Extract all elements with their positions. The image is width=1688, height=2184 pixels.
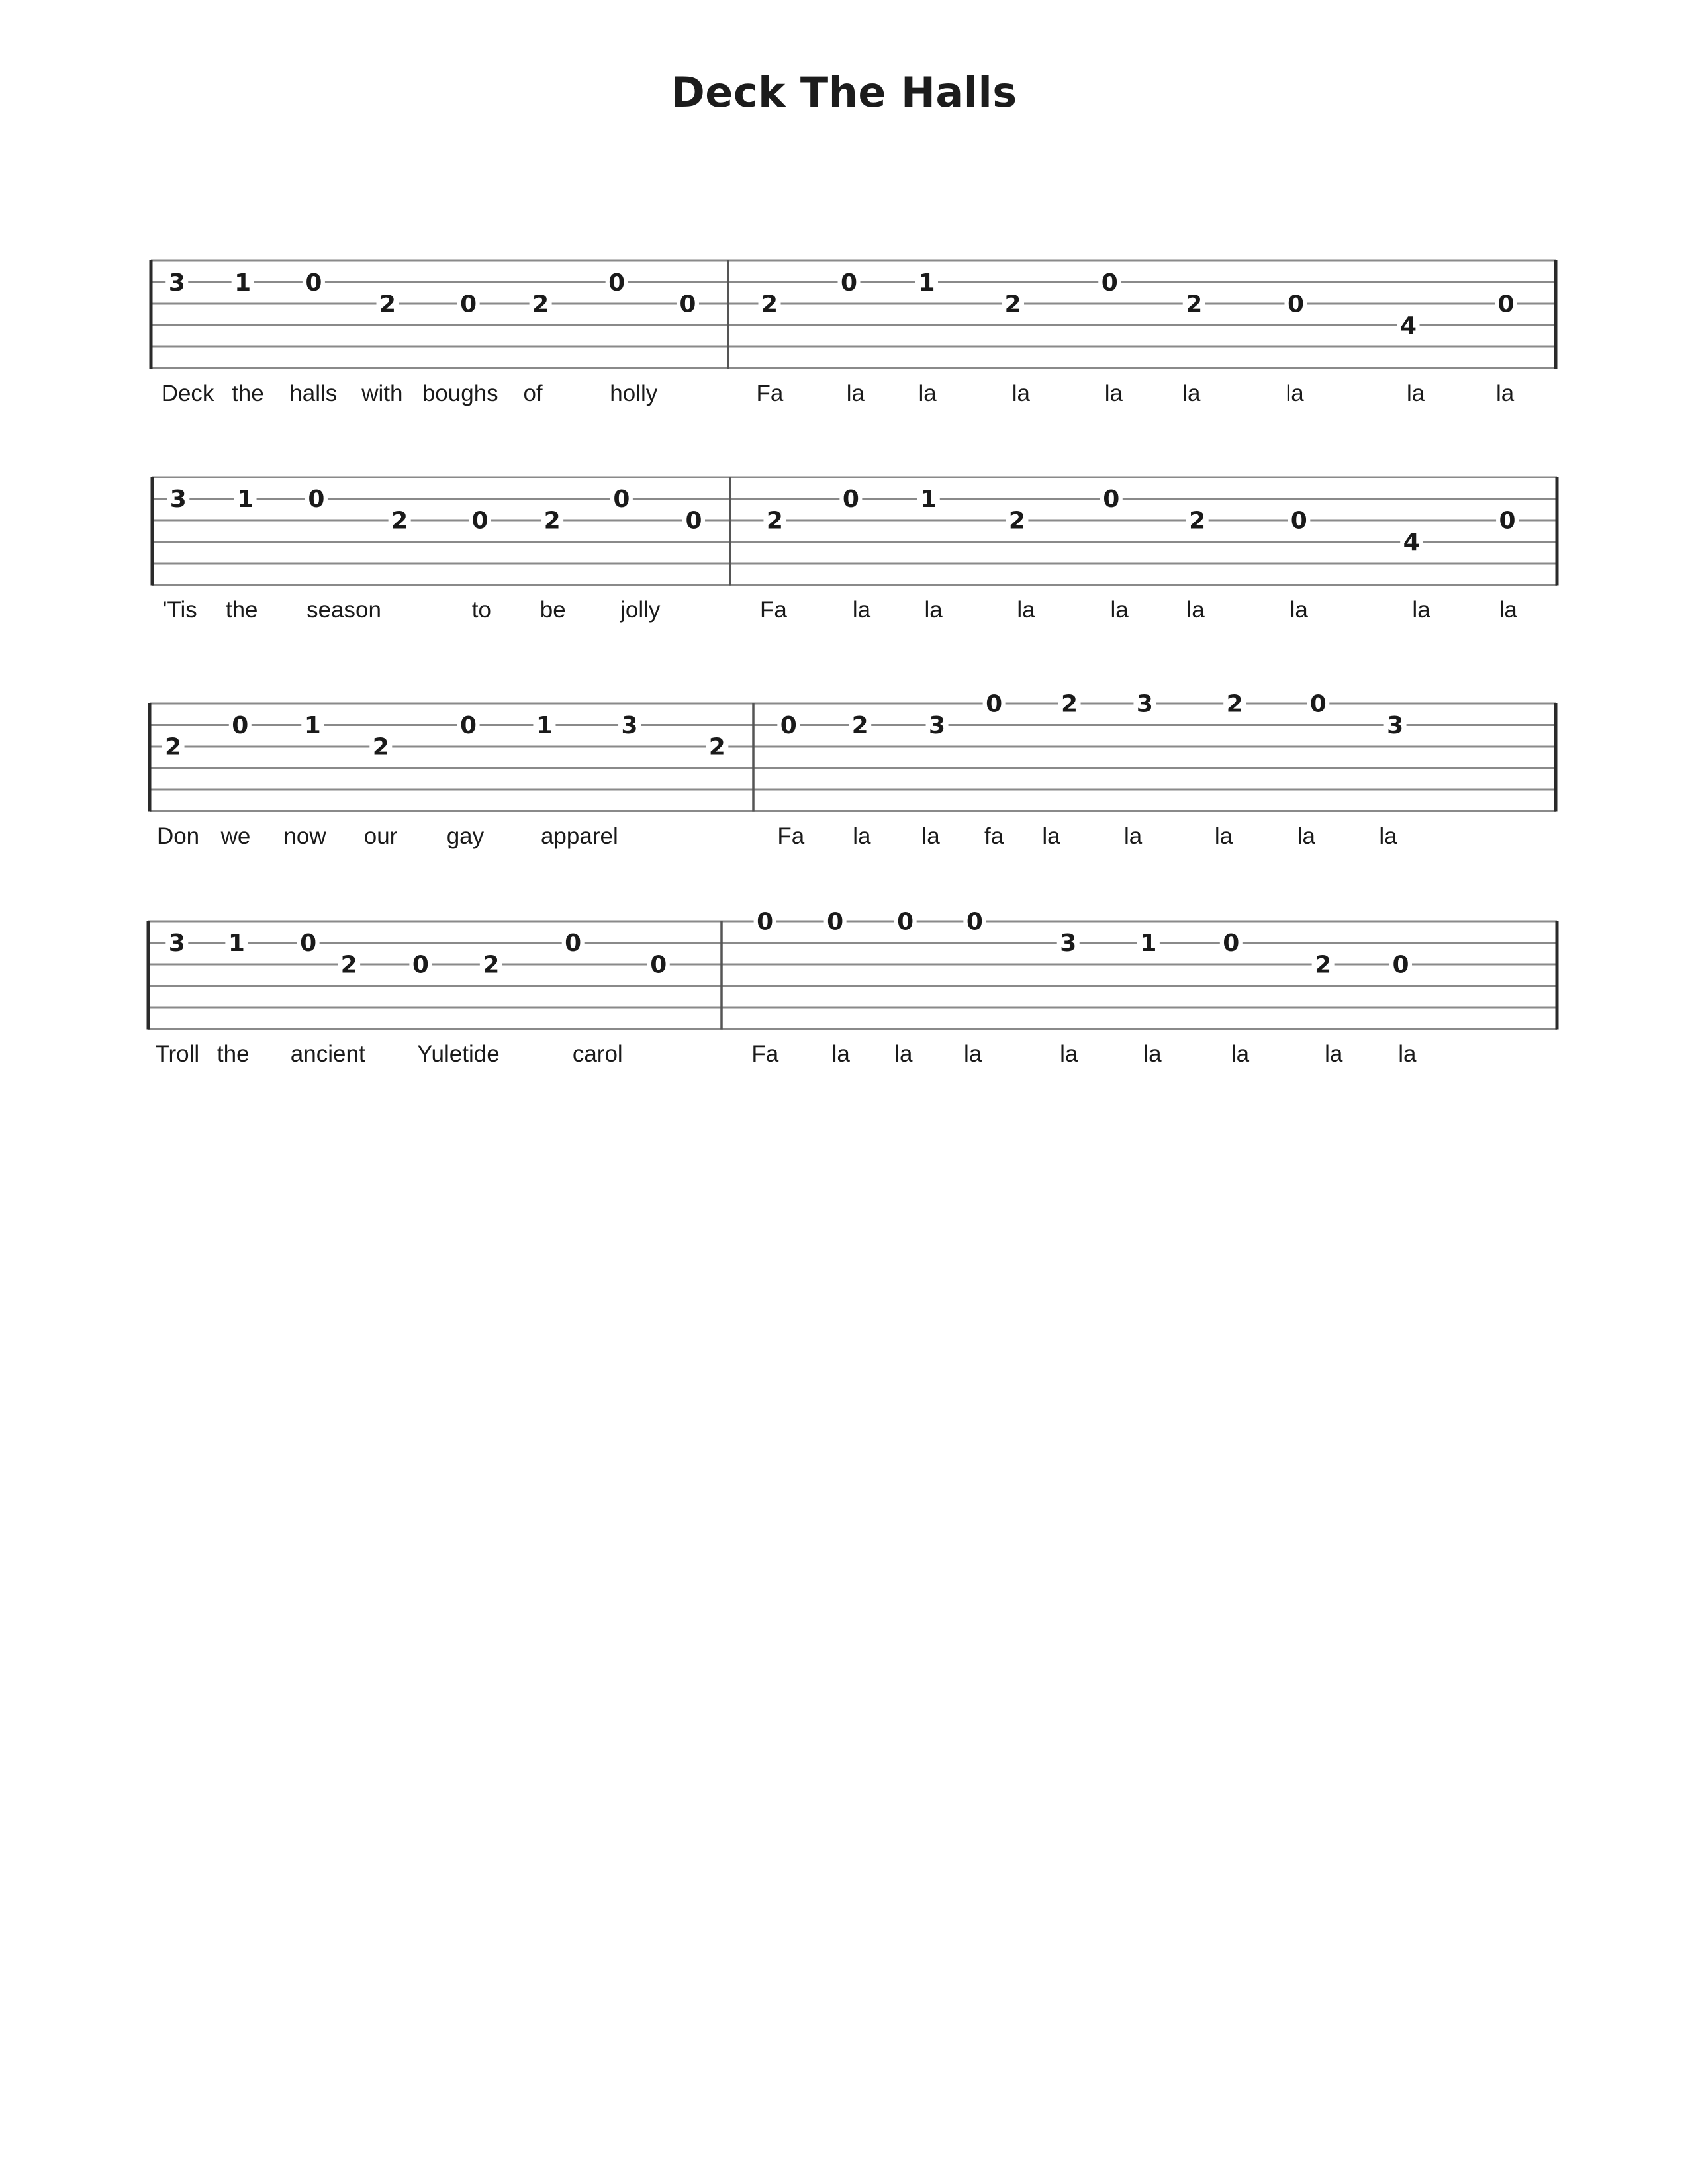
fret-number: 0 <box>412 951 429 979</box>
fret-number: 0 <box>780 712 797 739</box>
fret-number: 0 <box>1497 291 1515 318</box>
lyric-word: Troll <box>155 1041 200 1067</box>
fret-number: 4 <box>1399 312 1417 340</box>
fret-number: 2 <box>1315 951 1332 979</box>
lyric-word: holly <box>610 381 658 406</box>
lyric-word: la <box>1496 381 1515 406</box>
lyric-word: la <box>1011 381 1030 406</box>
lyric-word: of <box>523 381 543 406</box>
fret-number: 0 <box>232 712 249 739</box>
lyric-word: la <box>1499 597 1517 623</box>
fret-number: 3 <box>621 712 638 739</box>
lyric-word: la <box>924 597 943 623</box>
fret-number: 0 <box>842 486 859 513</box>
lyric-word: season <box>306 597 381 623</box>
lyric-word: halls <box>289 381 338 406</box>
lyric-word: la <box>1398 1041 1417 1067</box>
fret-number: 0 <box>1101 269 1118 296</box>
lyric-word: gay <box>446 823 485 849</box>
lyric-word: we <box>220 823 251 849</box>
lyric-word: la <box>1123 823 1143 849</box>
lyric-word: to <box>471 597 491 623</box>
lyric-word: la <box>1182 381 1201 406</box>
fret-number: 2 <box>766 507 783 535</box>
lyric-word: Don <box>156 823 200 849</box>
tab-system <box>152 477 1557 623</box>
fret-number: 2 <box>391 507 408 535</box>
fret-number: 2 <box>543 507 561 535</box>
lyric-word: ancient <box>290 1041 365 1067</box>
fret-number: 2 <box>379 291 397 318</box>
lyric-word: la <box>1231 1041 1250 1067</box>
fret-number: 0 <box>608 269 626 296</box>
fret-number: 1 <box>228 930 245 957</box>
lyric-word: our <box>363 823 398 849</box>
fret-number: 0 <box>685 507 702 535</box>
lyric-word: la <box>846 381 865 406</box>
fret-number: 3 <box>168 269 185 296</box>
fret-number: 0 <box>757 908 774 936</box>
fret-number: 2 <box>1008 507 1025 535</box>
lyric-word: be <box>539 597 566 623</box>
fret-number: 2 <box>340 951 357 979</box>
lyric-word: jolly <box>620 597 661 623</box>
fret-number: 2 <box>761 291 778 318</box>
lyric-word: la <box>894 1041 913 1067</box>
fret-number: 3 <box>1060 930 1077 957</box>
fret-number: 1 <box>918 269 935 296</box>
fret-number: 0 <box>679 291 696 318</box>
fret-number: 0 <box>300 930 317 957</box>
fret-number: 1 <box>234 269 252 296</box>
lyric-word: la <box>1325 1041 1343 1067</box>
fret-number: 2 <box>708 733 726 761</box>
lyric-word: la <box>1214 823 1233 849</box>
lyric-word: Fa <box>756 381 784 406</box>
fret-number: 2 <box>483 951 500 979</box>
fret-number: 3 <box>1387 712 1404 739</box>
fret-number: 0 <box>305 269 322 296</box>
fret-number: 4 <box>1403 529 1420 556</box>
lyric-word: with <box>361 381 403 406</box>
lyric-word: la <box>1042 823 1060 849</box>
lyric-word: la <box>918 381 937 406</box>
fret-number: 1 <box>920 486 937 513</box>
fret-number: 1 <box>1140 930 1157 957</box>
fret-number: 0 <box>1103 486 1120 513</box>
lyric-word: Fa <box>777 823 805 849</box>
lyric-word: la <box>1104 381 1123 406</box>
lyric-word: la <box>853 823 871 849</box>
lyric-word: carol <box>572 1041 623 1067</box>
tab-system <box>150 691 1556 850</box>
fret-number: 3 <box>168 930 185 957</box>
lyric-word: la <box>1017 597 1035 623</box>
fret-number: 0 <box>1392 951 1409 979</box>
lyric-word: Fa <box>751 1041 779 1067</box>
tab-system <box>148 909 1557 1068</box>
fret-number: 0 <box>460 712 477 739</box>
fret-number: 0 <box>1287 291 1305 318</box>
fret-number: 0 <box>308 486 325 513</box>
lyric-word: la <box>1060 1041 1078 1067</box>
lyric-word: the <box>216 1041 250 1067</box>
fret-number: 1 <box>304 712 321 739</box>
fret-number: 0 <box>1499 507 1516 535</box>
lyric-word: the <box>225 597 258 623</box>
fret-number: 2 <box>1004 291 1021 318</box>
fret-number: 0 <box>897 908 914 936</box>
fret-number: 2 <box>532 291 549 318</box>
lyric-word: la <box>1286 381 1304 406</box>
lyric-word: Deck <box>161 381 214 406</box>
fret-number: 2 <box>372 733 389 761</box>
fret-number: 1 <box>536 712 553 739</box>
fret-number: 0 <box>650 951 667 979</box>
lyric-word: la <box>1289 597 1308 623</box>
lyric-word: la <box>921 823 940 849</box>
lyric-word: la <box>852 597 871 623</box>
fret-number: 0 <box>1290 507 1307 535</box>
tab-system <box>151 260 1556 406</box>
fret-number: 0 <box>1223 930 1240 957</box>
lyric-word: la <box>1412 597 1430 623</box>
fret-number: 0 <box>471 507 489 535</box>
lyric-word: la <box>1407 381 1425 406</box>
lyric-word: 'Tis <box>162 597 197 623</box>
fret-number: 0 <box>827 908 844 936</box>
fret-number: 2 <box>1189 507 1206 535</box>
lyric-word: the <box>232 381 264 406</box>
lyric-word: la <box>1186 597 1205 623</box>
page-title: Deck The Halls <box>671 68 1017 116</box>
fret-number: 2 <box>1060 690 1078 718</box>
fret-number: 2 <box>851 712 868 739</box>
lyric-word: la <box>963 1041 982 1067</box>
fret-number: 1 <box>237 486 254 513</box>
lyric-word: boughs <box>422 381 498 406</box>
fret-number: 0 <box>613 486 630 513</box>
lyric-word: apparel <box>540 823 618 849</box>
fret-number: 2 <box>165 733 182 761</box>
lyric-word: Fa <box>759 597 787 623</box>
fret-number: 2 <box>1226 690 1243 718</box>
fret-number: 0 <box>986 690 1003 718</box>
lyric-word: la <box>1143 1041 1162 1067</box>
fret-number: 0 <box>966 908 983 936</box>
lyric-word: now <box>283 823 326 849</box>
lyric-word: Yuletide <box>417 1041 500 1067</box>
fret-number: 0 <box>1309 690 1327 718</box>
fret-number: 3 <box>1136 690 1153 718</box>
fret-number: 2 <box>1186 291 1203 318</box>
fret-number: 3 <box>929 712 946 739</box>
fret-number: 3 <box>169 486 187 513</box>
lyric-word: la <box>1297 823 1315 849</box>
fret-number: 0 <box>565 930 582 957</box>
fret-number: 0 <box>460 291 477 318</box>
lyric-word: la <box>831 1041 850 1067</box>
lyric-word: la <box>1110 597 1129 623</box>
lyric-word: fa <box>984 823 1004 849</box>
lyric-word: la <box>1379 823 1397 849</box>
fret-number: 0 <box>840 269 858 296</box>
